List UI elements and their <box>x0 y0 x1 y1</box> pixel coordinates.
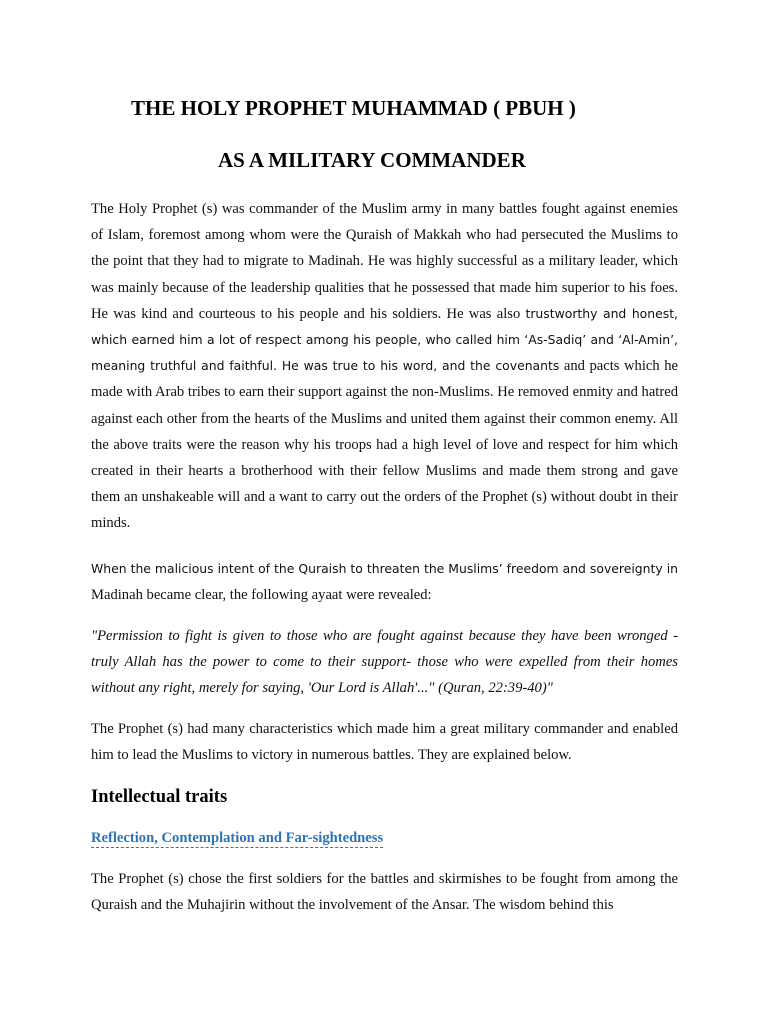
paragraph-characteristics: The Prophet (s) had many characteristics which made him a great military commander and enabled him to lead the Muslims to victory in numerous battles. They are explained below. <box>91 721 678 764</box>
paragraph-intro-part-1: The Holy Prophet (s) was commander of the Muslim army in many battles fought against enemies of Islam, foremost among whom were the Quraish of Makkah who had persecuted the Muslims to the point that they had to migrate to Madinah. He was highly successful as a military leader, which was mainly because of the leadership qualities that he possessed that made him superior to his foes. He was kind and courteous to his people and his soldiers. He was also <box>91 201 678 322</box>
paragraph-malicious-part-1: When the malicious intent of the Quraish to threaten the Muslims’ freedom and sovereignty in <box>91 561 678 576</box>
document-title-line-2: AS A MILITARY COMMANDER <box>218 148 526 172</box>
document-title-line-1: THE HOLY PROPHET MUHAMMAD ( PBUH ) <box>131 96 576 120</box>
heading-intellectual-traits: Intellectual traits <box>91 787 228 807</box>
subheading-reflection <box>91 827 383 849</box>
paragraph-intro-part-3: and pacts which he made with Arab tribes to earn their support against the non-Muslims. He removed enmity and hatred against each other from the hearts of the Muslims and united them against their common enemy. All the above traits were the reason why his troops had a high level of love and respect for him which created in their hearts a brotherhood with their fellow Muslims and made them strong and gave them an unshakeable will and a want to carry out the orders of the Prophet (s) without doubt in their minds. <box>91 358 679 532</box>
subheading-reflection-text: Reflection, Contemplation and Far-sightedness <box>91 830 384 846</box>
paragraph-malicious-part-2: Madinah became clear, the following ayaat were revealed: <box>91 587 432 604</box>
quran-quote: "Permission to fight is given to those who are fought against because they have been wronged - truly Allah has the power to come to their support- those who were expelled from their homes without any right, merely for saying, 'Our Lord is Allah'..." (Quran, 22:39-40)" <box>91 628 678 697</box>
paragraph-first-soldiers: The Prophet (s) chose the first soldiers for the battles and skirmishes to be fought from among the Quraish and the Muhajirin without the involvement of the Ansar. The wisdom behind this <box>91 871 678 914</box>
paragraph-malicious-intent <box>91 556 678 608</box>
paragraph-intro-part-2: trustworthy and honest, which earned him a lot of respect among his people, who called him ‘As-Sadiq’ and ‘Al-Amin’, meaning truthful and faithful. He was true to his word, and the covenants <box>91 305 678 374</box>
paragraph-intro <box>91 196 678 537</box>
